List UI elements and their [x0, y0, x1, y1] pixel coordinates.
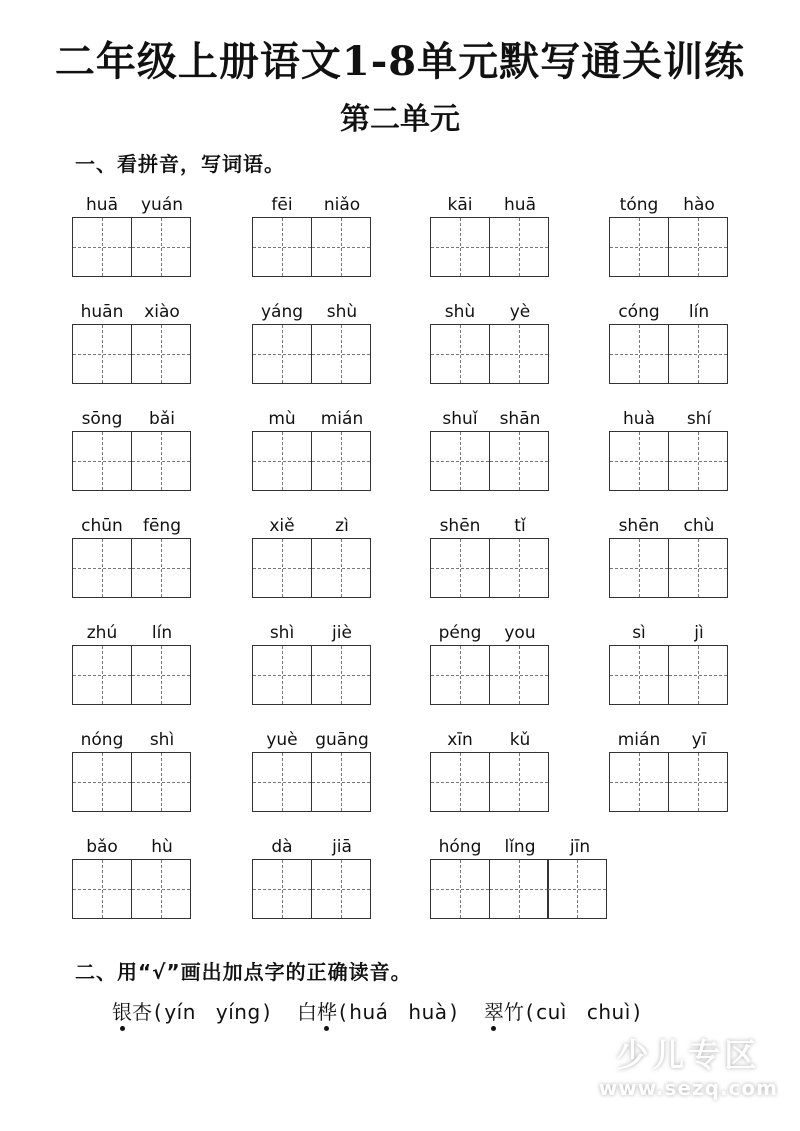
- writing-boxes: [252, 645, 372, 705]
- pinyin-row: [609, 193, 729, 217]
- writing-boxes: [252, 324, 372, 384]
- pinyin-syllable: yuán: [140, 195, 184, 215]
- tian-zi-ge-box[interactable]: [252, 324, 312, 384]
- tian-zi-ge-box[interactable]: [131, 324, 191, 384]
- tian-zi-ge-box[interactable]: [430, 645, 490, 705]
- pinyin-syllable: shì: [269, 623, 295, 643]
- pinyin-row: [430, 728, 550, 752]
- tian-zi-ge-box[interactable]: [430, 859, 490, 919]
- tian-zi-ge-box[interactable]: [252, 645, 312, 705]
- pinyin-row: [609, 728, 729, 752]
- pinyin-syllable: niǎo: [323, 195, 361, 215]
- tian-zi-ge-box[interactable]: [430, 752, 490, 812]
- pinyin-syllable: hù: [151, 837, 173, 857]
- tian-zi-ge-box[interactable]: [131, 217, 191, 277]
- section1-heading: 一、看拼音，写词语。: [75, 152, 285, 176]
- reading-exercise-line: [112, 996, 641, 1025]
- pinyin-row: [430, 835, 610, 859]
- pinyin-row: [252, 621, 372, 645]
- pinyin-row: [430, 621, 550, 645]
- tian-zi-ge-box[interactable]: [609, 324, 669, 384]
- tian-zi-ge-box[interactable]: [668, 431, 728, 491]
- pinyin-row: [72, 728, 192, 752]
- pinyin-syllable: huà: [623, 409, 655, 429]
- pinyin-syllable: hóng: [438, 837, 482, 857]
- word-item: [430, 621, 550, 705]
- pinyin-syllable: shēn: [439, 516, 481, 536]
- tian-zi-ge-box[interactable]: [430, 431, 490, 491]
- writing-boxes: [72, 217, 192, 277]
- pronunciation-option[interactable]: huà: [408, 1000, 448, 1024]
- tian-zi-ge-box[interactable]: [430, 538, 490, 598]
- pinyin-syllable: yuè: [266, 730, 298, 750]
- tian-zi-ge-box[interactable]: [131, 859, 191, 919]
- pinyin-syllable: chūn: [81, 516, 123, 536]
- word-item: [252, 621, 372, 705]
- writing-boxes: [252, 431, 372, 491]
- tian-zi-ge-box[interactable]: [489, 859, 549, 919]
- pinyin-row: [72, 514, 192, 538]
- pinyin-syllable: shí: [686, 409, 712, 429]
- tian-zi-ge-box[interactable]: [72, 752, 132, 812]
- pinyin-syllable: shì: [149, 730, 175, 750]
- pinyin-syllable: you: [504, 623, 536, 643]
- tian-zi-ge-box[interactable]: [430, 217, 490, 277]
- pinyin-syllable: lǐng: [504, 837, 536, 857]
- watermark-url: www.sezq.com: [598, 1076, 778, 1100]
- pinyin-syllable: bǎi: [149, 409, 175, 429]
- tian-zi-ge-box[interactable]: [311, 645, 371, 705]
- dotted-character: 桦: [317, 996, 337, 1025]
- tian-zi-ge-box[interactable]: [252, 752, 312, 812]
- word-item: [430, 300, 550, 384]
- close-paren: ): [632, 1000, 642, 1024]
- pinyin-syllable: shān: [499, 409, 541, 429]
- writing-boxes: [252, 752, 372, 812]
- pinyin-row: [609, 407, 729, 431]
- pinyin-syllable: shù: [326, 302, 358, 322]
- word-item: [252, 728, 372, 812]
- word-item: [72, 621, 192, 705]
- pronunciation-option[interactable]: yíng: [215, 1000, 261, 1024]
- tian-zi-ge-box[interactable]: [131, 752, 191, 812]
- pinyin-row: [72, 407, 192, 431]
- word-item: [609, 407, 729, 491]
- pronunciation-option[interactable]: chuì: [586, 1000, 631, 1024]
- tian-zi-ge-box[interactable]: [72, 859, 132, 919]
- pinyin-row: [430, 193, 550, 217]
- pinyin-syllable: huān: [80, 302, 124, 322]
- writing-boxes: [72, 859, 192, 919]
- pinyin-syllable: xiě: [269, 516, 295, 536]
- pinyin-syllable: shuǐ: [442, 409, 478, 429]
- tian-zi-ge-box[interactable]: [72, 538, 132, 598]
- pinyin-row: [430, 407, 550, 431]
- tian-zi-ge-box[interactable]: [311, 324, 371, 384]
- word-item: [609, 193, 729, 277]
- writing-boxes: [252, 859, 372, 919]
- word-item: [252, 300, 372, 384]
- pronunciation-choices: [154, 1000, 271, 1024]
- writing-boxes: [609, 324, 729, 384]
- unit-subtitle: 第二单元: [340, 102, 460, 137]
- tian-zi-ge-box[interactable]: [668, 324, 728, 384]
- page-title: 二年级上册语文1-8单元默写通关训练: [54, 38, 746, 85]
- writing-boxes: [72, 431, 192, 491]
- tian-zi-ge-box[interactable]: [668, 645, 728, 705]
- character: 杏: [132, 1000, 152, 1024]
- writing-boxes: [430, 752, 550, 812]
- pinyin-syllable: yáng: [260, 302, 304, 322]
- tian-zi-ge-box[interactable]: [131, 645, 191, 705]
- watermark-text: 少儿专区: [616, 1036, 761, 1074]
- writing-boxes: [72, 538, 192, 598]
- word-item: [72, 407, 192, 491]
- pinyin-row: [252, 514, 372, 538]
- pinyin-syllable: cóng: [618, 302, 660, 322]
- pronunciation-option[interactable]: cuì: [536, 1000, 567, 1024]
- tian-zi-ge-box[interactable]: [489, 324, 549, 384]
- writing-boxes: [252, 217, 372, 277]
- pinyin-syllable: lín: [151, 623, 173, 643]
- tian-zi-ge-box[interactable]: [311, 431, 371, 491]
- pinyin-syllable: zì: [335, 516, 349, 536]
- word-item: [430, 835, 610, 919]
- open-paren: (: [338, 1000, 348, 1024]
- pinyin-syllable: yī: [691, 730, 707, 750]
- pinyin-syllable: xīn: [447, 730, 473, 750]
- pinyin-syllable: shēn: [618, 516, 660, 536]
- word-item: [430, 193, 550, 277]
- close-paren: ): [449, 1000, 458, 1024]
- pinyin-row: [430, 514, 550, 538]
- pinyin-syllable: mù: [268, 409, 296, 429]
- tian-zi-ge-box[interactable]: [609, 538, 669, 598]
- word-item: [72, 514, 192, 598]
- pronunciation-option[interactable]: yín: [164, 1000, 196, 1024]
- pinyin-row: [72, 621, 192, 645]
- word-item: [252, 193, 372, 277]
- writing-boxes: [72, 324, 192, 384]
- pinyin-row: [72, 835, 192, 859]
- pinyin-syllable: sōng: [81, 409, 123, 429]
- tian-zi-ge-box[interactable]: [252, 217, 312, 277]
- pinyin-syllable: jiè: [332, 623, 352, 643]
- tian-zi-ge-box[interactable]: [311, 752, 371, 812]
- tian-zi-ge-box[interactable]: [131, 431, 191, 491]
- tian-zi-ge-box[interactable]: [430, 324, 490, 384]
- pinyin-row: [252, 407, 372, 431]
- word-item: [72, 835, 192, 919]
- pinyin-syllable: yè: [509, 302, 531, 322]
- pinyin-syllable: xiào: [144, 302, 180, 322]
- pinyin-syllable: tóng: [619, 195, 659, 215]
- writing-boxes: [430, 217, 550, 277]
- pinyin-row: [252, 835, 372, 859]
- pinyin-syllable: fēi: [271, 195, 293, 215]
- writing-boxes: [609, 752, 729, 812]
- writing-boxes: [430, 859, 610, 919]
- pronunciation-option[interactable]: huá: [349, 1000, 389, 1024]
- pinyin-row: [609, 621, 729, 645]
- pinyin-syllable: jì: [694, 623, 704, 643]
- open-paren: (: [525, 1000, 535, 1024]
- tian-zi-ge-box[interactable]: [489, 752, 549, 812]
- pinyin-syllable: mián: [320, 409, 364, 429]
- tian-zi-ge-box[interactable]: [668, 752, 728, 812]
- pinyin-syllable: jīn: [569, 837, 591, 857]
- pinyin-row: [72, 300, 192, 324]
- word-item: [252, 835, 372, 919]
- tian-zi-ge-box[interactable]: [609, 431, 669, 491]
- tian-zi-ge-box[interactable]: [311, 538, 371, 598]
- word-item: [430, 514, 550, 598]
- tian-zi-ge-box[interactable]: [72, 324, 132, 384]
- tian-zi-ge-box[interactable]: [72, 431, 132, 491]
- tian-zi-ge-box[interactable]: [489, 431, 549, 491]
- section2-heading: 二、用“√”画出加点字的正确读音。: [75, 960, 412, 984]
- pinyin-syllable: chù: [683, 516, 715, 536]
- word-item: [72, 728, 192, 812]
- pinyin-row: [252, 728, 372, 752]
- tian-zi-ge-box[interactable]: [252, 538, 312, 598]
- pinyin-row: [252, 193, 372, 217]
- tian-zi-ge-box[interactable]: [311, 859, 371, 919]
- pinyin-writing-grid: [72, 193, 752, 933]
- pinyin-syllable: huā: [504, 195, 536, 215]
- word-item: [252, 407, 372, 491]
- pinyin-syllable: tǐ: [514, 516, 526, 536]
- pinyin-syllable: nóng: [80, 730, 124, 750]
- tian-zi-ge-box[interactable]: [489, 217, 549, 277]
- pinyin-syllable: shù: [444, 302, 476, 322]
- word-item: [72, 300, 192, 384]
- word-item: [430, 728, 550, 812]
- pinyin-row: [72, 193, 192, 217]
- pinyin-syllable: mián: [617, 730, 661, 750]
- watermark-logo: [599, 1030, 778, 1100]
- tian-zi-ge-box[interactable]: [609, 752, 669, 812]
- tian-zi-ge-box[interactable]: [311, 217, 371, 277]
- pinyin-syllable: guāng: [315, 730, 369, 750]
- character: 白: [296, 1000, 317, 1024]
- tian-zi-ge-box[interactable]: [489, 538, 549, 598]
- pronunciation-choices: [526, 1000, 641, 1024]
- open-paren: (: [154, 1000, 163, 1024]
- pinyin-syllable: jiā: [332, 837, 352, 857]
- tian-zi-ge-box[interactable]: [72, 217, 132, 277]
- writing-boxes: [430, 324, 550, 384]
- pinyin-row: [252, 300, 372, 324]
- word-item: [252, 514, 372, 598]
- word-item: [72, 193, 192, 277]
- tian-zi-ge-box[interactable]: [252, 859, 312, 919]
- tian-zi-ge-box[interactable]: [668, 217, 728, 277]
- reading-item: [112, 996, 271, 1025]
- writing-boxes: [430, 645, 550, 705]
- reading-item: [297, 996, 458, 1025]
- writing-boxes: [430, 538, 550, 598]
- pinyin-syllable: dà: [271, 837, 293, 857]
- pronunciation-choices: [339, 1000, 458, 1024]
- pinyin-row: [609, 514, 729, 538]
- writing-boxes: [609, 645, 729, 705]
- word-item: [609, 514, 729, 598]
- pinyin-syllable: fēng: [142, 516, 181, 536]
- pinyin-syllable: hào: [683, 195, 715, 215]
- tian-zi-ge-box[interactable]: [547, 859, 607, 919]
- tian-zi-ge-box[interactable]: [668, 538, 728, 598]
- pinyin-syllable: bǎo: [86, 837, 118, 857]
- writing-boxes: [609, 217, 729, 277]
- close-paren: ): [262, 1000, 271, 1024]
- tian-zi-ge-box[interactable]: [72, 645, 132, 705]
- pinyin-syllable: zhú: [86, 623, 118, 643]
- tian-zi-ge-box[interactable]: [609, 645, 669, 705]
- pinyin-syllable: kāi: [447, 195, 473, 215]
- pinyin-row: [430, 300, 550, 324]
- word-item: [609, 728, 729, 812]
- writing-boxes: [609, 431, 729, 491]
- writing-boxes: [72, 752, 192, 812]
- word-item: [430, 407, 550, 491]
- word-item: [609, 300, 729, 384]
- character: 竹: [503, 1000, 524, 1024]
- writing-boxes: [72, 645, 192, 705]
- pinyin-syllable: sì: [632, 623, 646, 643]
- reading-item: [484, 996, 641, 1025]
- writing-boxes: [430, 431, 550, 491]
- word-item: [609, 621, 729, 705]
- pinyin-syllable: péng: [438, 623, 482, 643]
- pinyin-row: [609, 300, 729, 324]
- dotted-character: 银: [112, 996, 132, 1025]
- tian-zi-ge-box[interactable]: [131, 538, 191, 598]
- writing-boxes: [609, 538, 729, 598]
- pinyin-syllable: huā: [86, 195, 118, 215]
- tian-zi-ge-box[interactable]: [609, 217, 669, 277]
- pinyin-syllable: kǔ: [509, 730, 531, 750]
- tian-zi-ge-box[interactable]: [252, 431, 312, 491]
- dotted-character: 翠: [484, 996, 504, 1025]
- pinyin-syllable: lín: [688, 302, 710, 322]
- tian-zi-ge-box[interactable]: [489, 645, 549, 705]
- writing-boxes: [252, 538, 372, 598]
